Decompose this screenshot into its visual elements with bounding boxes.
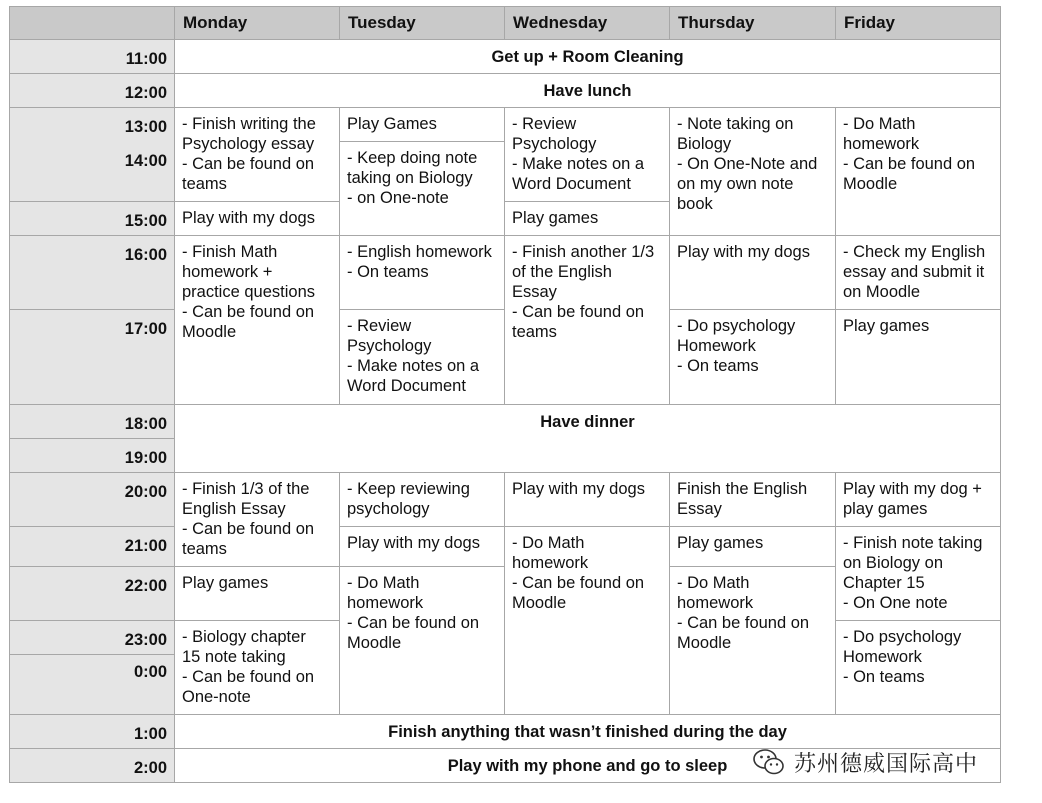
time-column-cell — [10, 655, 175, 715]
time-column-cell — [10, 310, 175, 405]
event-tue-play-dogs: Play with my dogs — [340, 527, 505, 567]
event-wed-english-essay: - Finish another 1/3 of the English Essay - Can be found on teams — [505, 236, 670, 405]
event-wed-play-dogs: Play with my dogs — [505, 473, 670, 527]
event-tue-keep-reviewing: - Keep reviewing psychology — [340, 473, 505, 527]
event-mon-english-essay: - Finish 1/3 of the English Essay - Can be found on teams — [175, 473, 340, 567]
header-wednesday: Wednesday — [505, 7, 670, 40]
time-label-22: 22:00 — [124, 577, 167, 595]
time-label-0: 0:00 — [133, 663, 167, 681]
time-column-cell — [10, 74, 175, 108]
event-thu-math-homework: - Do Math homework - Can be found on Moodle — [670, 567, 836, 715]
time-label-16: 16:00 — [124, 246, 167, 264]
span-get-up-room-cleaning: Get up + Room Cleaning — [175, 40, 1001, 74]
time-column-cell — [10, 439, 175, 473]
time-column-cell — [10, 202, 175, 236]
event-tue-math-homework: - Do Math homework - Can be found on Moodle — [340, 567, 505, 715]
event-fri-english-essay: - Check my English essay and submit it on Moodle — [836, 236, 1001, 310]
time-label-20: 20:00 — [124, 483, 167, 501]
time-label-23: 23:00 — [124, 631, 167, 649]
header-friday: Friday — [836, 7, 1001, 40]
time-column-cell — [10, 236, 175, 310]
time-column-cell — [10, 40, 175, 74]
event-wed-play-games: Play games — [505, 202, 670, 236]
event-thu-play-dogs: Play with my dogs — [670, 236, 836, 310]
time-label-14: 14:00 — [124, 152, 167, 170]
time-label-13: 13:00 — [124, 118, 167, 136]
event-thu-play-games: Play games — [670, 527, 836, 567]
time-label-11: 11:00 — [125, 50, 167, 68]
event-tue-play-games: Play Games — [340, 108, 505, 142]
event-mon-play-games: Play games — [175, 567, 340, 621]
time-label-1: 1:00 — [133, 725, 167, 743]
span-finish-anything: Finish anything that wasn’t finished during the day — [175, 715, 1001, 749]
event-thu-english-essay: Finish the English Essay — [670, 473, 836, 527]
event-tue-biology-notes: - Keep doing note taking on Biology - on One-note — [340, 142, 505, 236]
time-column-cell — [10, 108, 175, 202]
time-column-cell — [10, 473, 175, 527]
event-fri-play-dog-games: Play with my dog + play games — [836, 473, 1001, 527]
event-wed-math-homework: - Do Math homework - Can be found on Moodle — [505, 527, 670, 715]
event-thu-psychology-homework: - Do psychology Homework - On teams — [670, 310, 836, 405]
header-monday: Monday — [175, 7, 340, 40]
event-mon-math-homework: - Finish Math homework + practice questions - Can be found on Moodle — [175, 236, 340, 405]
time-column-cell — [10, 405, 175, 439]
time-label-19: 19:00 — [124, 449, 167, 467]
wechat-icon — [752, 747, 786, 777]
time-column-cell — [10, 567, 175, 621]
time-label-21: 21:00 — [124, 537, 167, 555]
span-have-lunch: Have lunch — [175, 74, 1001, 108]
time-column-cell — [10, 715, 175, 749]
header-corner-cell — [10, 7, 175, 40]
event-fri-biology-notes: - Finish note taking on Biology on Chapter 15 - On One note — [836, 527, 1001, 621]
watermark — [752, 742, 1022, 782]
span-have-dinner: Have dinner — [175, 405, 1001, 473]
header-tuesday: Tuesday — [340, 7, 505, 40]
time-column-cell — [10, 749, 175, 783]
event-wed-review-psychology: - Review Psychology - Make notes on a Word Document — [505, 108, 670, 202]
time-column-cell — [10, 527, 175, 567]
event-fri-play-games: Play games — [836, 310, 1001, 405]
time-label-2: 2:00 — [133, 759, 167, 777]
time-label-12: 12:00 — [124, 84, 167, 102]
span-phone-and-sleep: Play with my phone and go to sleep — [175, 749, 1001, 783]
event-thu-biology-notes: - Note taking on Biology - On One-Note and on my own note book — [670, 108, 836, 236]
header-thursday: Thursday — [670, 7, 836, 40]
event-mon-biology-notes: - Biology chapter 15 note taking - Can be found on One-note — [175, 621, 340, 715]
event-fri-math-homework: - Do Math homework - Can be found on Moodle — [836, 108, 1001, 236]
event-fri-psychology-homework: - Do psychology Homework - On teams — [836, 621, 1001, 715]
time-label-18: 18:00 — [124, 415, 167, 433]
event-mon-play-dogs: Play with my dogs — [175, 202, 340, 236]
event-tue-review-psychology: - Review Psychology - Make notes on a Word Document — [340, 310, 505, 405]
event-tue-english-homework: - English homework - On teams — [340, 236, 505, 310]
time-label-17: 17:00 — [124, 320, 167, 338]
time-column-cell — [10, 621, 175, 655]
time-label-15: 15:00 — [124, 212, 167, 230]
event-mon-psychology-essay: - Finish writing the Psychology essay - Can be found on teams — [175, 108, 340, 202]
watermark-text: 苏州德威国际高中 — [794, 751, 979, 777]
